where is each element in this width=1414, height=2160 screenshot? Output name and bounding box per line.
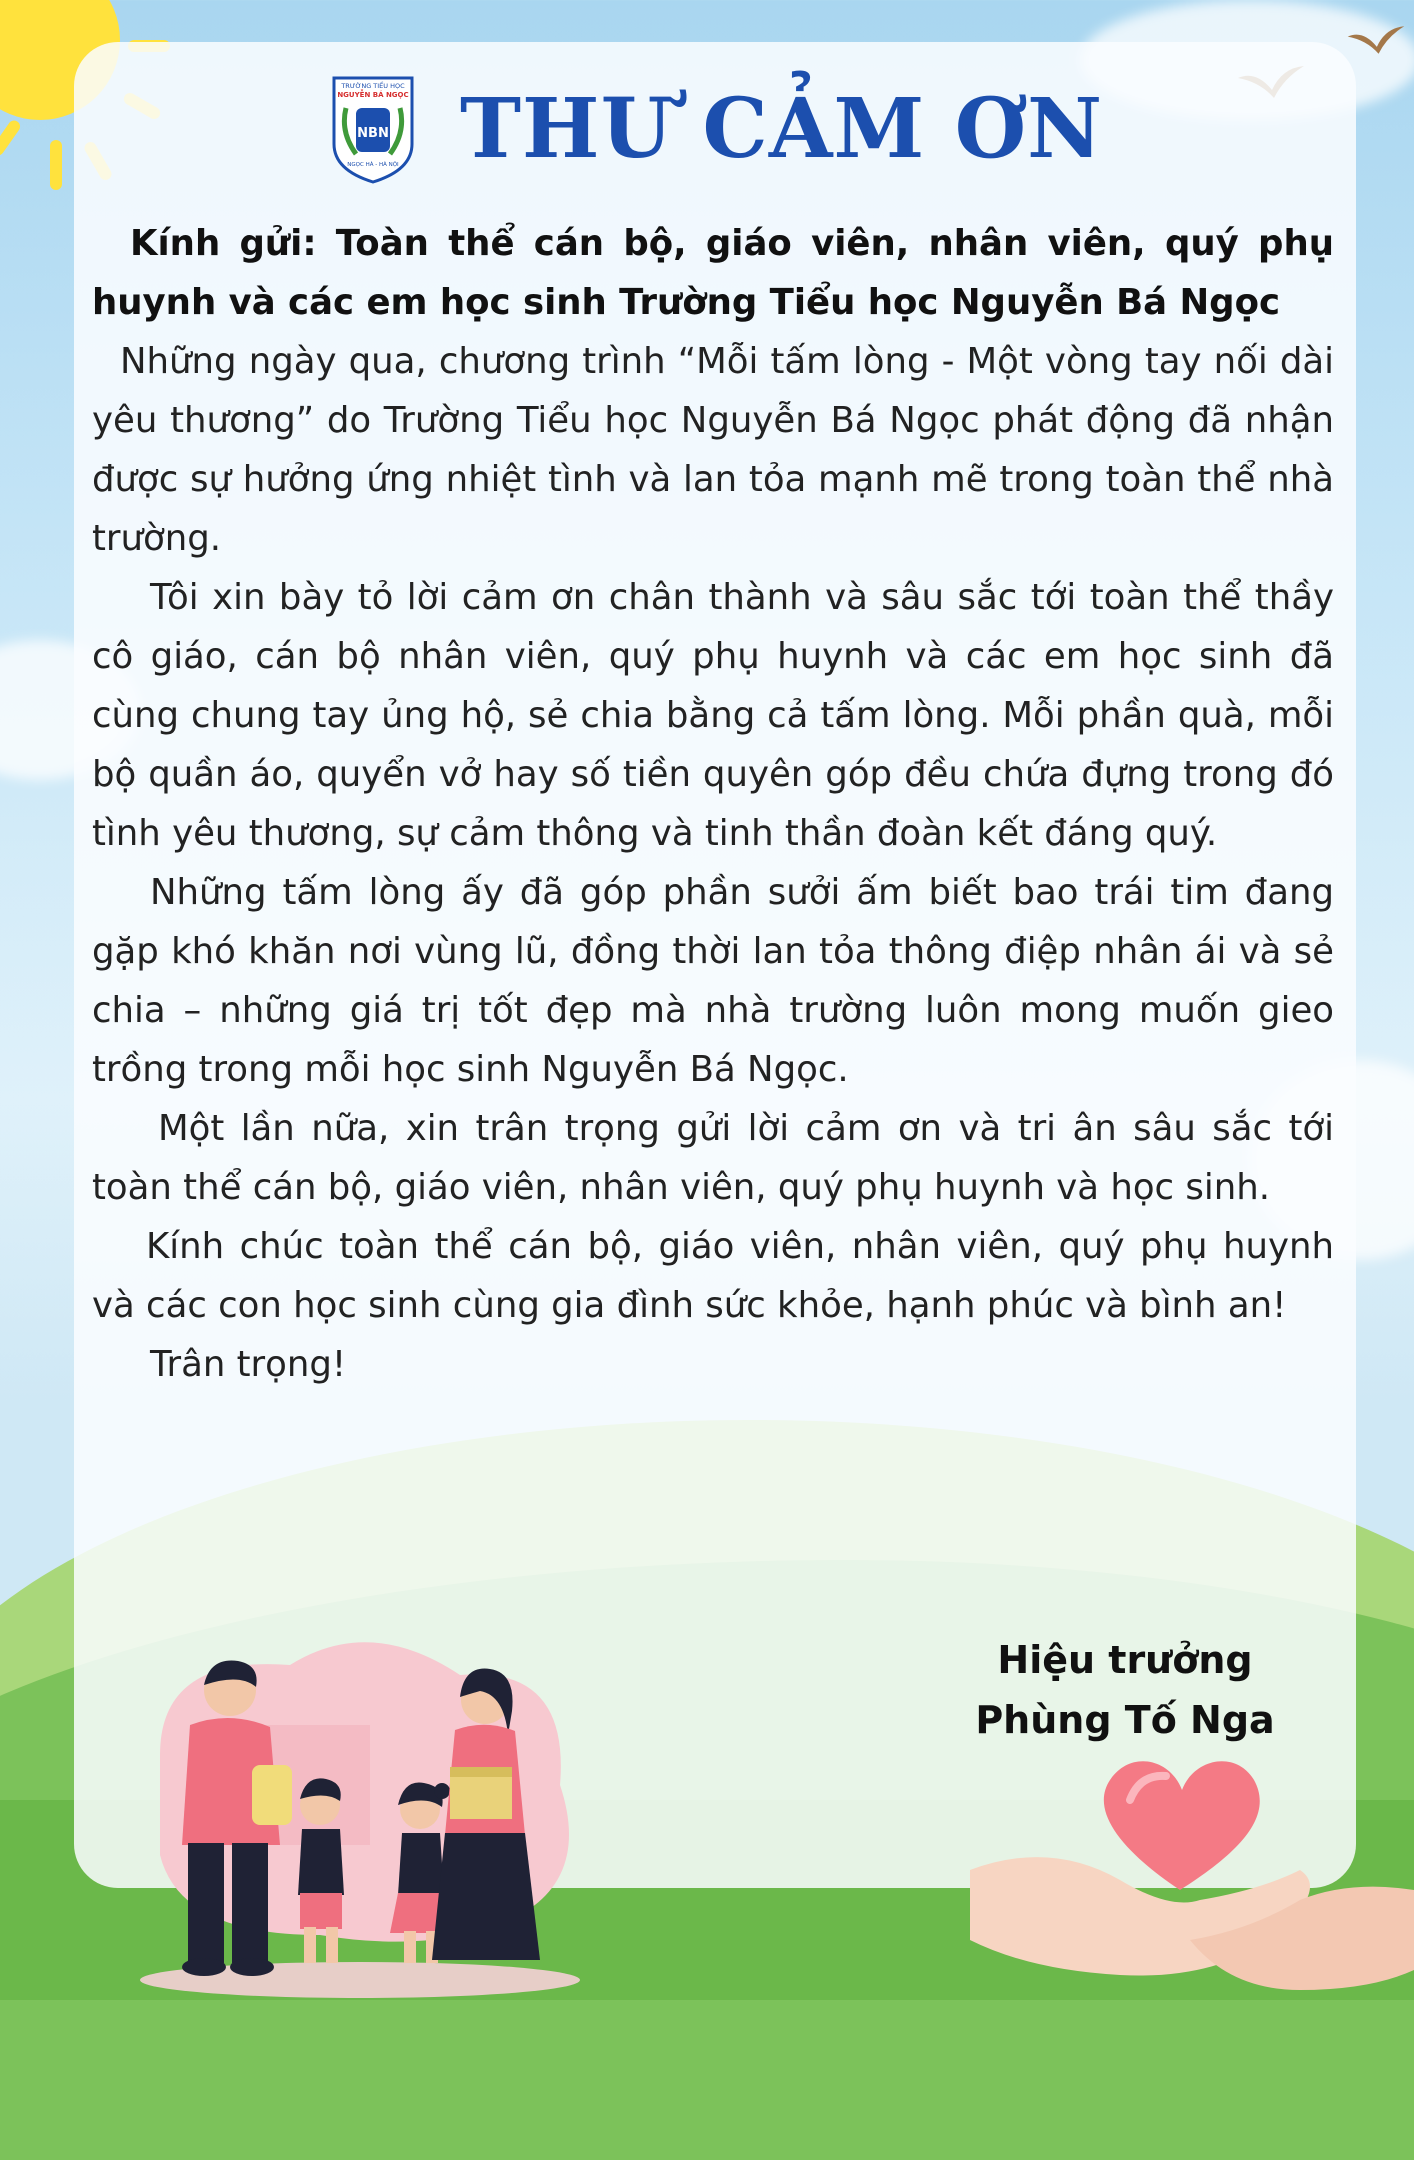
- family-illustration: [120, 1615, 600, 2000]
- logo-top-text: TRƯỜNG TIỂU HỌC: [341, 82, 405, 90]
- heart-hands-illustration: [970, 1740, 1414, 2000]
- letter-header: [330, 74, 1103, 184]
- signature-role: Hiệu trưởng: [997, 1638, 1253, 1682]
- letter-body: [92, 214, 1334, 1394]
- bird-icon: [1346, 20, 1406, 60]
- school-logo: [330, 74, 416, 184]
- paragraph: Những ngày qua, chương trình “Mỗi tấm lòng - Một vòng tay nối dài yêu thương” do Trường Tiểu học Nguyễn Bá Ngọc phát động đã nhận được sự hưởng ứng nhiệt tình và lan tỏa mạnh mẽ trong toàn thể nhà trường.: [92, 341, 1334, 559]
- logo-bottom-text: NGỌC HÀ - HÀ NỘI: [347, 162, 399, 168]
- paragraph: Tôi xin bày tỏ lời cảm ơn chân thành và sâu sắc tới toàn thể thầy cô giáo, cán bộ nhân viên, quý phụ huynh và các em học sinh đã cùng chung tay ủng hộ, sẻ chia bằng cả tấm lòng. Mỗi phần quà, mỗi bộ quần áo, quyển vở hay số tiền quyên góp đều chứa đựng trong đó tình yêu thương, sự cảm thông và tinh thần đoàn kết đáng quý.: [92, 577, 1334, 854]
- signature-block: [960, 1630, 1290, 1750]
- paragraph: Những tấm lòng ấy đã góp phần sưởi ấm biết bao trái tim đang gặp khó khăn nơi vùng lũ, đồng thời lan tỏa thông điệp nhân ái và sẻ chia – những giá trị tốt đẹp mà nhà trường luôn mong muốn gieo trồng trong mỗi học sinh Nguyễn Bá Ngọc.: [92, 872, 1334, 1090]
- closing: Trân trọng!: [150, 1344, 347, 1385]
- logo-name-text: NGUYỄN BÁ NGỌC: [337, 91, 409, 99]
- logo-monogram: NBN: [357, 126, 389, 141]
- paragraph: Kính chúc toàn thể cán bộ, giáo viên, nhân viên, quý phụ huynh và các con học sinh cùng gia đình sức khỏe, hạnh phúc và bình an!: [92, 1226, 1334, 1326]
- salutation: Kính gửi: Toàn thể cán bộ, giáo viên, nhân viên, quý phụ huynh và các em học sinh Trường Tiểu học Nguyễn Bá Ngọc: [92, 223, 1334, 323]
- signature-name: Phùng Tố Nga: [975, 1698, 1275, 1742]
- page-title: THƯ CẢM ƠN: [460, 81, 1104, 177]
- paragraph: Một lần nữa, xin trân trọng gửi lời cảm ơn và tri ân sâu sắc tới toàn thể cán bộ, giáo viên, nhân viên, quý phụ huynh và học sinh.: [92, 1108, 1334, 1208]
